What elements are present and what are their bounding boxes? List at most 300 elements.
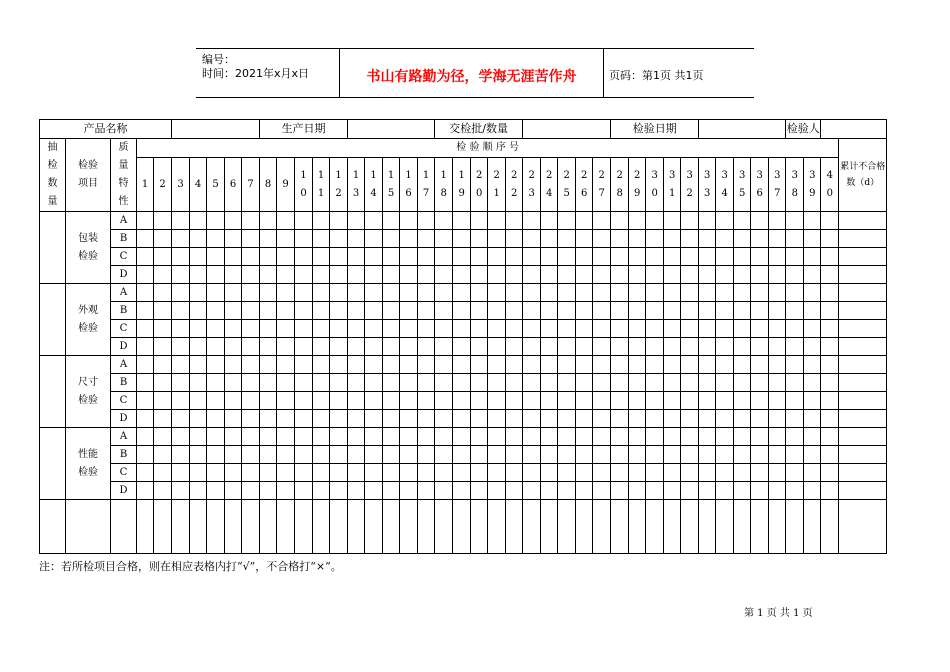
check-cell[interactable] [225,464,242,482]
check-cell[interactable] [400,410,418,428]
check-cell[interactable] [295,356,313,374]
check-cell[interactable] [471,284,488,302]
check-cell[interactable] [769,446,786,464]
check-cell[interactable] [383,284,400,302]
check-cell[interactable] [751,284,769,302]
check-cell[interactable] [330,482,348,500]
check-cell[interactable] [225,230,242,248]
check-cell[interactable] [786,230,804,248]
cumulative-defects-cell[interactable] [839,320,887,338]
check-cell[interactable] [383,464,400,482]
check-cell[interactable] [400,374,418,392]
check-cell[interactable] [260,392,277,410]
check-cell[interactable] [786,428,804,446]
check-cell[interactable] [804,266,821,284]
check-cell[interactable] [225,248,242,266]
check-cell[interactable] [611,212,629,230]
check-cell[interactable] [699,464,716,482]
check-cell[interactable] [786,302,804,320]
check-cell[interactable] [435,356,453,374]
check-cell[interactable] [172,266,190,284]
check-cell[interactable] [523,230,541,248]
check-cell[interactable] [506,392,523,410]
check-cell[interactable] [260,428,277,446]
check-cell[interactable] [260,266,277,284]
check-cell[interactable] [769,302,786,320]
check-cell[interactable] [506,320,523,338]
check-cell[interactable] [313,338,330,356]
check-cell[interactable] [681,428,699,446]
check-cell[interactable] [207,284,225,302]
check-cell[interactable] [593,374,611,392]
check-cell[interactable] [699,338,716,356]
check-cell[interactable] [699,482,716,500]
check-cell[interactable] [716,410,734,428]
check-cell[interactable] [804,212,821,230]
check-cell[interactable] [506,356,523,374]
check-cell[interactable] [646,212,664,230]
check-cell[interactable] [453,410,471,428]
check-cell[interactable] [646,320,664,338]
check-cell[interactable] [365,248,383,266]
check-cell[interactable] [541,446,558,464]
check-cell[interactable] [400,464,418,482]
check-cell[interactable] [804,392,821,410]
check-cell[interactable] [506,338,523,356]
check-cell[interactable] [488,482,506,500]
check-cell[interactable] [734,482,751,500]
check-cell[interactable] [137,446,154,464]
check-cell[interactable] [716,212,734,230]
check-cell[interactable] [523,338,541,356]
check-cell[interactable] [821,356,839,374]
check-cell[interactable] [365,356,383,374]
check-cell[interactable] [488,410,506,428]
check-cell[interactable] [365,266,383,284]
check-cell[interactable] [418,446,435,464]
cumulative-defects-cell[interactable] [839,338,887,356]
check-cell[interactable] [664,230,681,248]
check-cell[interactable] [769,284,786,302]
check-cell[interactable] [611,266,629,284]
check-cell[interactable] [593,464,611,482]
check-cell[interactable] [190,374,207,392]
check-cell[interactable] [558,302,576,320]
check-cell[interactable] [190,446,207,464]
check-cell[interactable] [172,464,190,482]
check-cell[interactable] [681,356,699,374]
check-cell[interactable] [593,320,611,338]
check-cell[interactable] [330,230,348,248]
check-cell[interactable] [365,212,383,230]
check-cell[interactable] [786,266,804,284]
check-cell[interactable] [629,392,646,410]
check-cell[interactable] [225,392,242,410]
check-cell[interactable] [277,392,295,410]
check-cell[interactable] [821,212,839,230]
check-cell[interactable] [523,428,541,446]
check-cell[interactable] [523,392,541,410]
check-cell[interactable] [383,320,400,338]
check-cell[interactable] [348,446,365,464]
check-cell[interactable] [207,446,225,464]
check-cell[interactable] [751,410,769,428]
check-cell[interactable] [751,482,769,500]
check-cell[interactable] [664,320,681,338]
check-cell[interactable] [786,284,804,302]
check-cell[interactable] [453,284,471,302]
check-cell[interactable] [172,284,190,302]
check-cell[interactable] [629,266,646,284]
check-cell[interactable] [646,248,664,266]
check-cell[interactable] [400,266,418,284]
check-cell[interactable] [629,248,646,266]
check-cell[interactable] [207,320,225,338]
cumulative-defects-cell[interactable] [839,374,887,392]
check-cell[interactable] [435,392,453,410]
check-cell[interactable] [383,428,400,446]
check-cell[interactable] [734,212,751,230]
check-cell[interactable] [751,356,769,374]
check-cell[interactable] [786,212,804,230]
check-cell[interactable] [330,464,348,482]
check-cell[interactable] [699,284,716,302]
check-cell[interactable] [593,482,611,500]
cumulative-defects-cell[interactable] [839,356,887,374]
check-cell[interactable] [576,356,593,374]
check-cell[interactable] [611,302,629,320]
check-cell[interactable] [751,266,769,284]
check-cell[interactable] [821,374,839,392]
check-cell[interactable] [786,446,804,464]
check-cell[interactable] [242,212,260,230]
check-cell[interactable] [400,302,418,320]
check-cell[interactable] [260,464,277,482]
check-cell[interactable] [716,320,734,338]
check-cell[interactable] [225,410,242,428]
check-cell[interactable] [734,392,751,410]
cumulative-defects-cell[interactable] [839,302,887,320]
check-cell[interactable] [400,482,418,500]
check-cell[interactable] [400,248,418,266]
check-cell[interactable] [699,410,716,428]
check-cell[interactable] [383,374,400,392]
check-cell[interactable] [541,302,558,320]
check-cell[interactable] [664,410,681,428]
check-cell[interactable] [734,356,751,374]
check-cell[interactable] [821,338,839,356]
check-cell[interactable] [699,248,716,266]
check-cell[interactable] [716,482,734,500]
check-cell[interactable] [207,230,225,248]
check-cell[interactable] [260,338,277,356]
check-cell[interactable] [277,212,295,230]
check-cell[interactable] [453,212,471,230]
check-cell[interactable] [523,410,541,428]
check-cell[interactable] [611,446,629,464]
check-cell[interactable] [207,212,225,230]
check-cell[interactable] [435,266,453,284]
check-cell[interactable] [506,284,523,302]
check-cell[interactable] [593,230,611,248]
check-cell[interactable] [558,482,576,500]
check-cell[interactable] [523,482,541,500]
check-cell[interactable] [207,464,225,482]
check-cell[interactable] [418,482,435,500]
check-cell[interactable] [699,392,716,410]
check-cell[interactable] [365,428,383,446]
check-cell[interactable] [471,356,488,374]
check-cell[interactable] [242,410,260,428]
check-cell[interactable] [348,320,365,338]
check-cell[interactable] [716,428,734,446]
check-cell[interactable] [786,320,804,338]
check-cell[interactable] [769,248,786,266]
check-cell[interactable] [190,320,207,338]
check-cell[interactable] [418,464,435,482]
check-cell[interactable] [295,482,313,500]
check-cell[interactable] [295,410,313,428]
check-cell[interactable] [137,464,154,482]
check-cell[interactable] [821,284,839,302]
check-cell[interactable] [383,338,400,356]
check-cell[interactable] [488,320,506,338]
check-cell[interactable] [506,428,523,446]
check-cell[interactable] [734,428,751,446]
check-cell[interactable] [418,338,435,356]
check-cell[interactable] [365,320,383,338]
check-cell[interactable] [172,374,190,392]
check-cell[interactable] [330,248,348,266]
check-cell[interactable] [716,230,734,248]
check-cell[interactable] [435,428,453,446]
check-cell[interactable] [295,464,313,482]
check-cell[interactable] [576,302,593,320]
check-cell[interactable] [646,428,664,446]
check-cell[interactable] [242,482,260,500]
check-cell[interactable] [418,392,435,410]
check-cell[interactable] [418,410,435,428]
check-cell[interactable] [348,302,365,320]
check-cell[interactable] [664,266,681,284]
check-cell[interactable] [277,356,295,374]
check-cell[interactable] [541,338,558,356]
check-cell[interactable] [646,392,664,410]
check-cell[interactable] [804,464,821,482]
check-cell[interactable] [348,248,365,266]
check-cell[interactable] [277,284,295,302]
check-cell[interactable] [365,446,383,464]
check-cell[interactable] [751,230,769,248]
check-cell[interactable] [576,230,593,248]
check-cell[interactable] [558,320,576,338]
check-cell[interactable] [383,230,400,248]
check-cell[interactable] [190,248,207,266]
check-cell[interactable] [418,212,435,230]
check-cell[interactable] [646,482,664,500]
check-cell[interactable] [383,392,400,410]
check-cell[interactable] [348,428,365,446]
check-cell[interactable] [611,410,629,428]
check-cell[interactable] [699,212,716,230]
check-cell[interactable] [383,212,400,230]
check-cell[interactable] [804,230,821,248]
check-cell[interactable] [295,374,313,392]
check-cell[interactable] [154,302,172,320]
check-cell[interactable] [821,230,839,248]
check-cell[interactable] [681,248,699,266]
cumulative-defects-cell[interactable] [839,284,887,302]
check-cell[interactable] [629,410,646,428]
check-cell[interactable] [523,302,541,320]
check-cell[interactable] [225,320,242,338]
check-cell[interactable] [277,464,295,482]
check-cell[interactable] [611,374,629,392]
check-cell[interactable] [629,428,646,446]
cumulative-defects-cell[interactable] [839,410,887,428]
check-cell[interactable] [488,428,506,446]
check-cell[interactable] [576,338,593,356]
check-cell[interactable] [400,284,418,302]
check-cell[interactable] [348,338,365,356]
check-cell[interactable] [716,284,734,302]
check-cell[interactable] [576,284,593,302]
check-cell[interactable] [804,320,821,338]
check-cell[interactable] [558,374,576,392]
check-cell[interactable] [471,374,488,392]
check-cell[interactable] [348,230,365,248]
check-cell[interactable] [172,302,190,320]
check-cell[interactable] [365,392,383,410]
check-cell[interactable] [348,266,365,284]
check-cell[interactable] [295,428,313,446]
check-cell[interactable] [154,320,172,338]
check-cell[interactable] [242,338,260,356]
check-cell[interactable] [821,482,839,500]
check-cell[interactable] [418,248,435,266]
check-cell[interactable] [681,212,699,230]
check-cell[interactable] [154,266,172,284]
check-cell[interactable] [295,302,313,320]
check-cell[interactable] [207,356,225,374]
check-cell[interactable] [313,320,330,338]
check-cell[interactable] [576,464,593,482]
check-cell[interactable] [154,338,172,356]
check-cell[interactable] [190,410,207,428]
check-cell[interactable] [453,302,471,320]
check-cell[interactable] [383,356,400,374]
check-cell[interactable] [242,374,260,392]
check-cell[interactable] [821,428,839,446]
check-cell[interactable] [435,320,453,338]
check-cell[interactable] [137,284,154,302]
check-cell[interactable] [453,320,471,338]
check-cell[interactable] [207,482,225,500]
check-cell[interactable] [207,266,225,284]
check-cell[interactable] [593,284,611,302]
check-cell[interactable] [769,464,786,482]
check-cell[interactable] [172,230,190,248]
check-cell[interactable] [488,446,506,464]
check-cell[interactable] [242,428,260,446]
check-cell[interactable] [277,230,295,248]
check-cell[interactable] [225,428,242,446]
check-cell[interactable] [154,248,172,266]
check-cell[interactable] [260,446,277,464]
check-cell[interactable] [576,212,593,230]
check-cell[interactable] [242,356,260,374]
check-cell[interactable] [435,230,453,248]
check-cell[interactable] [664,338,681,356]
check-cell[interactable] [769,212,786,230]
check-cell[interactable] [558,392,576,410]
check-cell[interactable] [506,374,523,392]
check-cell[interactable] [154,212,172,230]
check-cell[interactable] [541,464,558,482]
check-cell[interactable] [365,482,383,500]
check-cell[interactable] [734,248,751,266]
check-cell[interactable] [681,320,699,338]
check-cell[interactable] [172,428,190,446]
check-cell[interactable] [400,230,418,248]
check-cell[interactable] [629,446,646,464]
check-cell[interactable] [681,392,699,410]
check-cell[interactable] [681,374,699,392]
check-cell[interactable] [646,266,664,284]
check-cell[interactable] [488,338,506,356]
check-cell[interactable] [172,320,190,338]
check-cell[interactable] [207,410,225,428]
check-cell[interactable] [506,482,523,500]
check-cell[interactable] [716,356,734,374]
check-cell[interactable] [734,302,751,320]
cumulative-defects-cell[interactable] [839,482,887,500]
check-cell[interactable] [365,374,383,392]
check-cell[interactable] [313,284,330,302]
check-cell[interactable] [330,338,348,356]
check-cell[interactable] [751,320,769,338]
check-cell[interactable] [137,428,154,446]
check-cell[interactable] [313,266,330,284]
check-cell[interactable] [629,302,646,320]
check-cell[interactable] [664,302,681,320]
check-cell[interactable] [418,356,435,374]
check-cell[interactable] [821,266,839,284]
check-cell[interactable] [611,248,629,266]
check-cell[interactable] [664,356,681,374]
check-cell[interactable] [804,284,821,302]
check-cell[interactable] [207,428,225,446]
check-cell[interactable] [313,428,330,446]
check-cell[interactable] [629,320,646,338]
check-cell[interactable] [734,410,751,428]
check-cell[interactable] [260,248,277,266]
check-cell[interactable] [558,410,576,428]
check-cell[interactable] [541,320,558,338]
check-cell[interactable] [295,392,313,410]
check-cell[interactable] [558,428,576,446]
check-cell[interactable] [541,482,558,500]
check-cell[interactable] [435,284,453,302]
check-cell[interactable] [769,230,786,248]
check-cell[interactable] [523,320,541,338]
check-cell[interactable] [769,266,786,284]
check-cell[interactable] [330,428,348,446]
check-cell[interactable] [471,320,488,338]
check-cell[interactable] [207,248,225,266]
check-cell[interactable] [699,320,716,338]
check-cell[interactable] [260,212,277,230]
